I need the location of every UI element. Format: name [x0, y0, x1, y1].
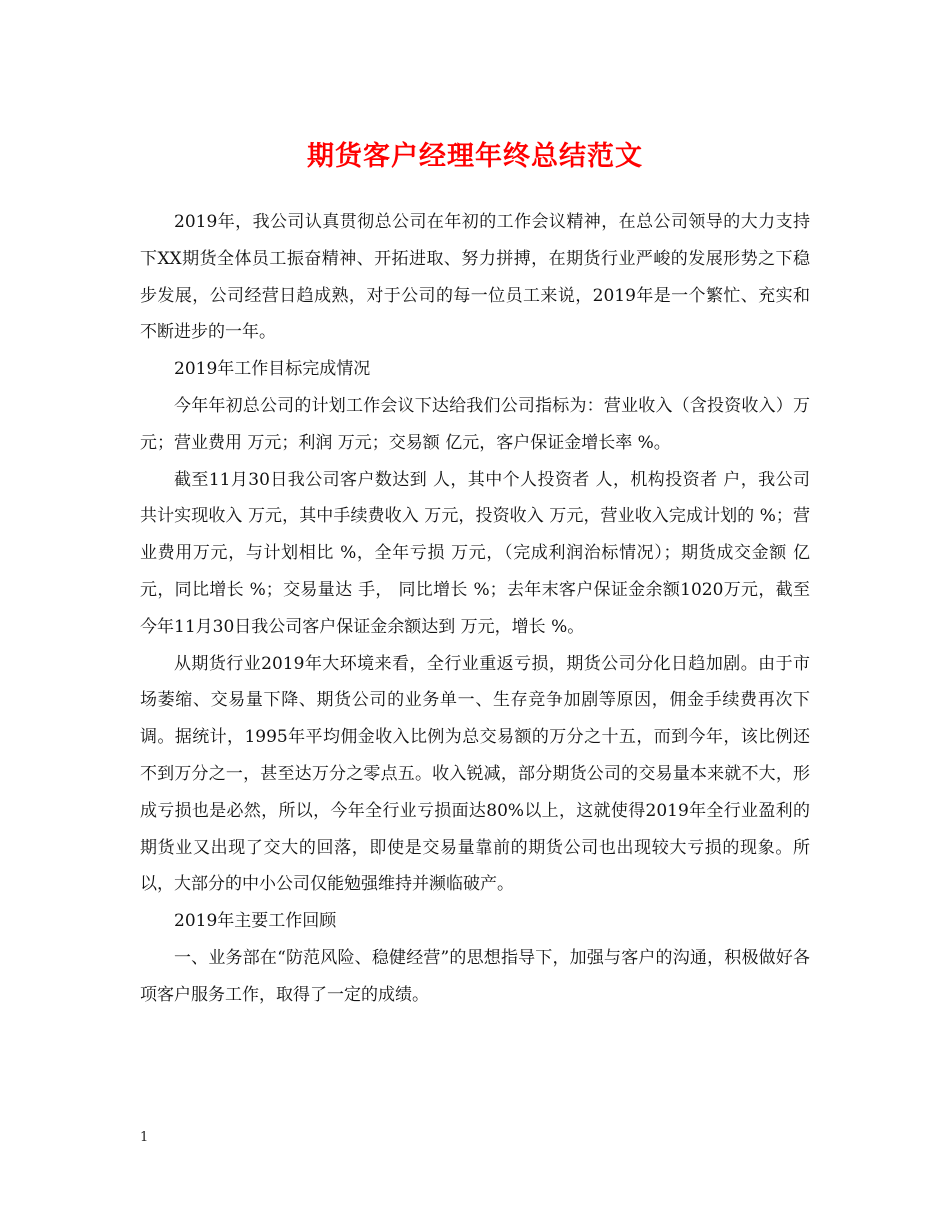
document-body [140, 204, 810, 1014]
paragraph-heading-review: 2019年主要工作回顾 [174, 911, 337, 932]
paragraph-results: 截至11月30日我公司客户数达到 人，其中个人投资者 人，机构投资者 户，我公司共计实现收入 万元，其中手续费收入 万元，投资收入 万元，营业收入完成计划的 %；营业费用万元，与计划相比 %，全年亏损 万元，（完成利润治标情况）；期货成交金额 亿元，同比增长 %；交易量达 手， 同比增长 %；去年末客户保证金余额1020万元，截至今年11月30日我公司客户保证金余额达到 万元，增长 %。 [140, 469, 810, 637]
paragraph-review-1: 一、业务部在“防范风险、稳健经营”的思想指导下，加强与客户的沟通，积极做好各项客户服务工作，取得了一定的成绩。 [140, 947, 810, 1005]
paragraph-heading-targets: 2019年工作目标完成情况 [174, 359, 371, 380]
paragraph-industry: 从期货行业2019年大环境来看，全行业重返亏损，期货公司分化日趋加剧。由于市场萎缩、交易量下降、期货公司的业务单一、生存竞争加剧等原因，佣金手续费再次下调。据统计，1995年平均佣金收入比例为总交易额的万分之十五，而到今年，该比例还不到万分之一，甚至达万分之零点五。收入锐减，部分期货公司的交易量本来就不大，形成亏损也是必然，所以，今年全行业亏损面达80%以上，这就使得2019年全行业盈利的期货业又出现了交大的回落，即使是交易量靠前的期货公司也出现较大亏损的现象。所以，大部分的中小公司仅能勉强维持并濒临破产。 [140, 653, 810, 895]
page-number: 1 [140, 1130, 149, 1145]
paragraph-targets: 今年年初总公司的计划工作会议下达给我们公司指标为：营业收入（含投资收入）万元；营业费用 万元；利润 万元；交易额 亿元，客户保证金增长率 %。 [140, 395, 810, 453]
paragraph-intro: 2019年，我公司认真贯彻总公司在年初的工作会议精神，在总公司领导的大力支持下XX期货全体员工振奋精神、开拓进取、努力拼搏，在期货行业严峻的发展形势之下稳步发展，公司经营日趋成熟，对于公司的每一位员工来说，2019年是一个繁忙、充实和不断进步的一年。 [140, 212, 810, 343]
document-title: 期货客户经理年终总结范文 [307, 141, 643, 172]
